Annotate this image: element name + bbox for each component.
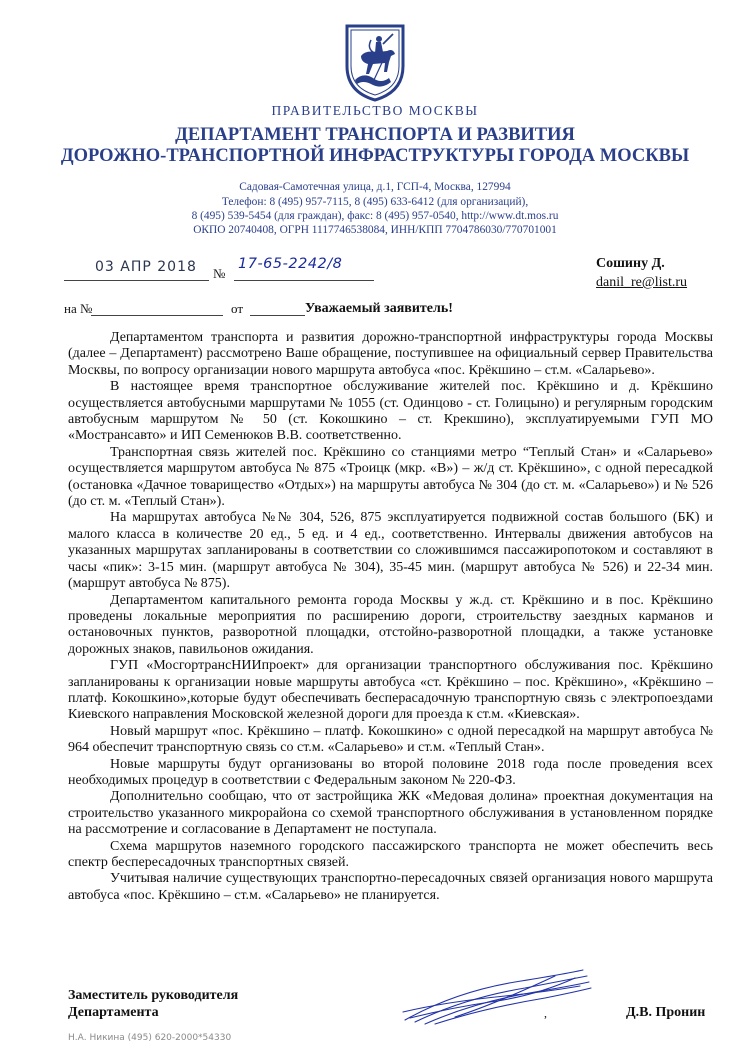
moscow-coat-of-arms-icon bbox=[343, 22, 407, 102]
department-address: Садовая-Самотечная улица, д.1, ГСП-4, Москва, 127994 bbox=[239, 181, 511, 193]
handwritten-signature bbox=[395, 962, 595, 1032]
department-phones-line2: 8 (495) 539-5454 (для граждан), факс: 8 (495) 957-0540, http://www.dt.mos.ru bbox=[191, 210, 559, 222]
from-field-line bbox=[250, 301, 305, 316]
number-label: № bbox=[213, 266, 226, 281]
body-paragraph: ГУП «МосгортрансНИИпроект» для организации транспортного обслуживания пос. Крёкшино запланированы к организации новые маршруты автобуса «ст. Крёкшино – пос. Крёкшино», «Крёкшино – платф. Кокошкино»,которые будут обеспечивать бесперасадочную транспортную связь с электропоездами Киевского направления Московской железной дороги для проезда к ст.м. «Киевская». bbox=[68, 658, 713, 723]
body-paragraph: Департаментом транспорта и развития дорожно-транспортной инфраструктуры города Москвы (далее – Департамент) рассмотрено Ваше обращение, поступившее на официальный сервер Правительства Москвы, по вопросу организации нового маршрута автобуса «пос. Крёкшино – ст.м. «Саларьево». bbox=[68, 330, 713, 378]
signer-title-line1: Заместитель руководителя bbox=[68, 988, 239, 1003]
department-registry: ОКПО 20740408, ОГРН 1117746538084, ИНН/КПП 7704786030/770701001 bbox=[193, 224, 557, 236]
body-paragraph: Новые маршруты будут организованы во второй половине 2018 года после проведения всех необходимых процедур в соответствии с Федеральным законом № 220-ФЗ. bbox=[68, 756, 713, 788]
reference-field-line bbox=[91, 301, 223, 316]
recipient-email: danil_re@list.ru bbox=[596, 275, 688, 290]
body-paragraph: Новый маршрут «пос. Крёкшино – платф. Кокошкино» с одной пересадкой на маршрут автобуса № 964 обеспечит транспортную связь со ст.м. «Саларьево» и ст.м. «Теплый Стан». bbox=[68, 723, 713, 756]
date-stamp: 03 АПР 2018 bbox=[95, 259, 197, 275]
footer-executor: Н.А. Никина (495) 620-2000*54330 bbox=[68, 1033, 232, 1043]
salutation: Уважаемый заявитель! bbox=[305, 301, 453, 316]
department-phones-line1: Телефон: 8 (495) 957-7115, 8 (495) 633-6412 (для организаций), bbox=[221, 196, 529, 208]
signer-title bbox=[68, 987, 238, 1021]
signature-mark: , bbox=[544, 1006, 547, 1020]
from-label: от bbox=[231, 301, 244, 316]
government-title: ПРАВИТЕЛЬСТВО МОСКВЫ bbox=[271, 103, 479, 118]
body-paragraph: Дополнительно сообщаю, что от застройщика ЖК «Медовая долина» проектная документация на строительство указанного микрорайона со схемой транспортного обслуживания в установленном порядке на рассмотрение и согласование в Департамент не поступала. bbox=[68, 789, 713, 838]
body-paragraph: Департаментом капитального ремонта города Москвы у ж.д. ст. Крёкшино и в пос. Крёкшино проведены локальные мероприятия по расширению дороги, строительству заездных карманов и остановочных пунктов, разворотной площадки, отстойно-разворотной площадки, а также установке дорожных знаков, павильонов ожидания. bbox=[68, 592, 713, 657]
body-paragraph: Транспортная связь жителей пос. Крёкшино со станциями метро “Теплый Стан» и «Саларьево» осуществляется маршрутом автобуса № 875 «Троицк (мкр. «В») – ж/д ст. Крёкшино», с одной пересадкой (остановка «Дачное товарищество «Отдых») на маршруты автобуса № 304 (до ст. м. «Саларьево») и № 526 (до ст. м. «Теплый Стан»). bbox=[68, 444, 713, 510]
reference-label: на № bbox=[64, 301, 93, 316]
body-paragraph: На маршрутах автобуса №№ 304, 526, 875 эксплуатируется подвижной состав большого (БК) и малого класса в количестве 20 ед., 5 ед. и 4 ед., соответственно. Интервалы движения автобусов на указанных маршрутах запланированы в соответствии со сложившимся пассажиропотоком и составляют в часы «пик»: 3-15 мин. (маршрут автобуса № 304), 35-45 мин. (маршрут автобуса № 526) и 22-34 мин. (маршрут автобуса № 875). bbox=[68, 510, 713, 592]
signer-name: Д.В. Пронин bbox=[626, 1005, 706, 1020]
signer-title-line2: Департамента bbox=[68, 1005, 159, 1020]
department-title-line2: ДОРОЖНО-ТРАНСПОРТНОЙ ИНФРАСТРУКТУРЫ ГОРОДА МОСКВЫ bbox=[60, 146, 690, 166]
recipient-block bbox=[596, 254, 687, 292]
department-title-line1: ДЕПАРТАМЕНТ ТРАНСПОРТА И РАЗВИТИЯ bbox=[175, 125, 575, 145]
body-paragraph: Схема маршрутов наземного городского пассажирского транспорта не может обеспечить весь спектр беспересадочных транспортных связей. bbox=[68, 838, 713, 870]
recipient-name: Сошину Д. bbox=[596, 256, 665, 271]
handwritten-number: 17-65-2242/8 bbox=[238, 256, 343, 272]
body-paragraph: Учитывая наличие существующих транспортно-пересадочных связей организация нового маршрута автобуса «пос. Крёкшино – ст.м. «Саларьево» не планируется. bbox=[68, 871, 713, 903]
letter-body bbox=[68, 330, 713, 904]
body-paragraph: В настоящее время транспортное обслуживание жителей пос. Крёкшино и д. Крёкшино осуществляется автобусными маршрутами № 1055 (ст. Одинцово - ст. Голицыно) и регулярным городским автобусным маршрутом № 50 (ст. Кокошкино – ст. Крекшино), эксплуатируемыми ГУП МО «Мострансавто» и ИП Семенюков В.В. соответственно. bbox=[68, 379, 713, 444]
